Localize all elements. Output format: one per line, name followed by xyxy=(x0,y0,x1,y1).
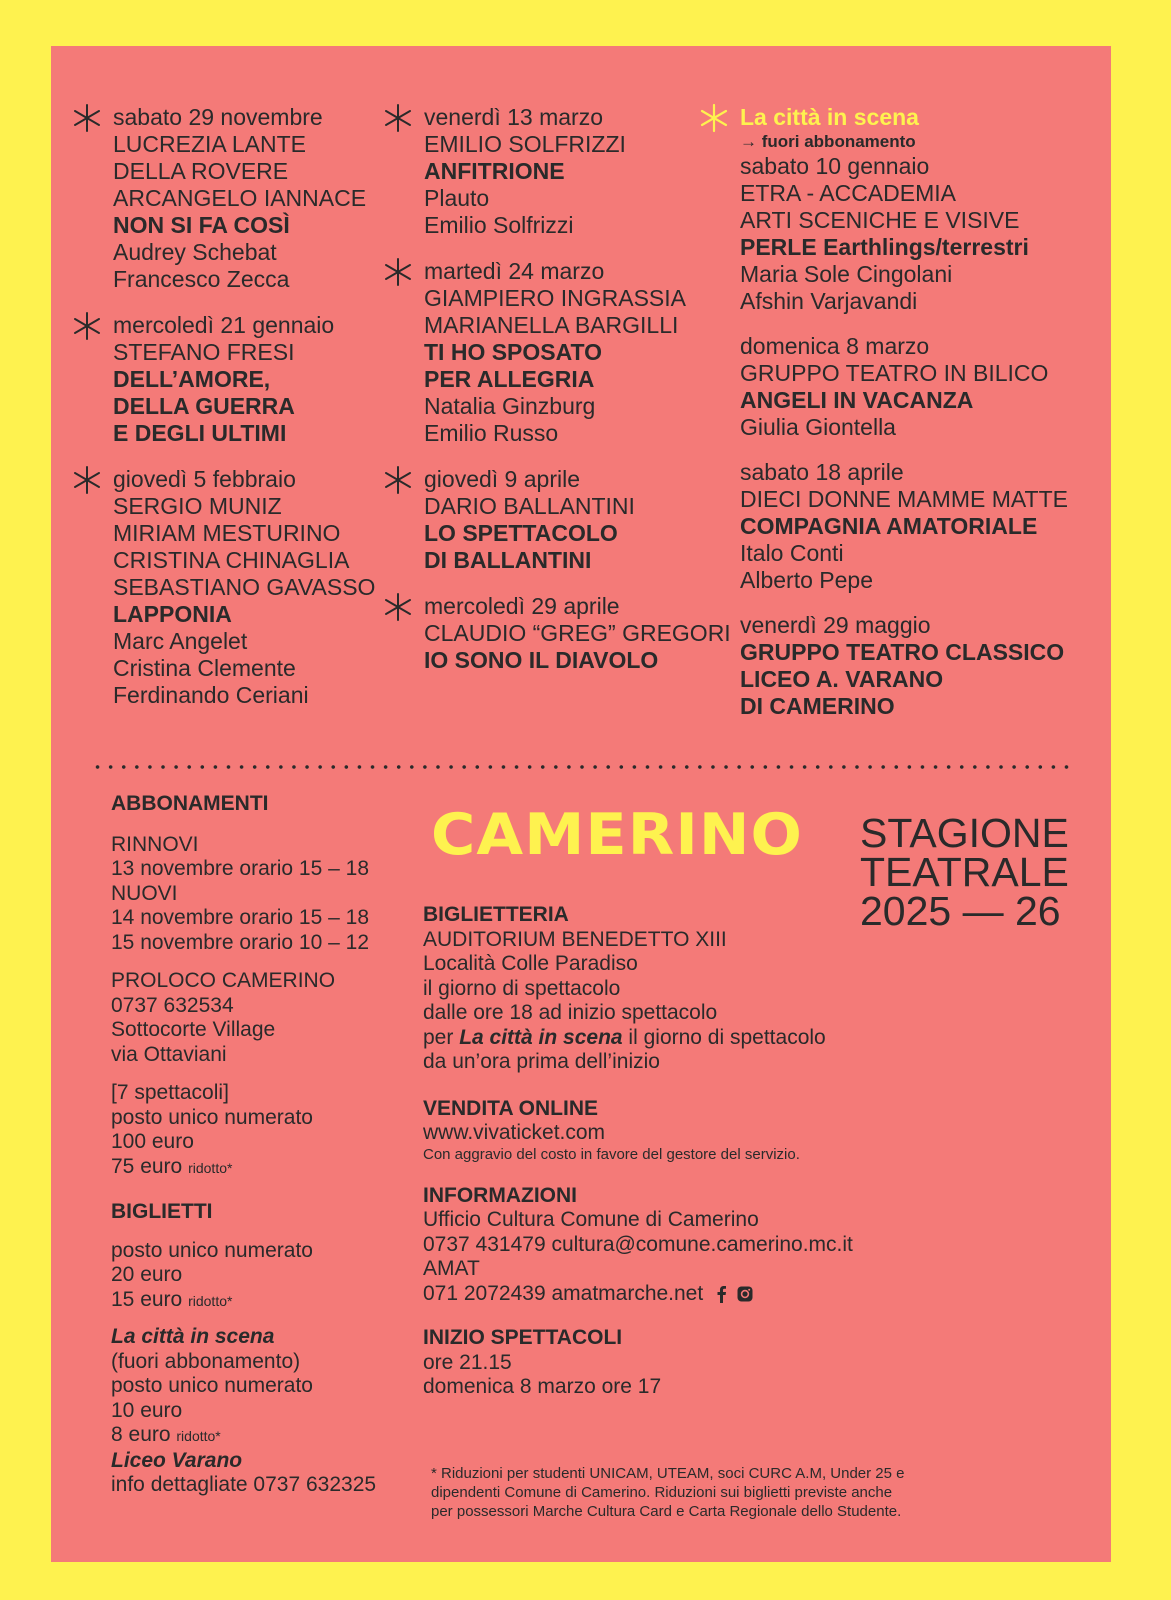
inizio-spettacoli-heading: INIZIO SPETTACOLI xyxy=(423,1326,623,1350)
event-line: Giulia Giontella xyxy=(740,414,896,440)
event-date: sabato 10 gennaio xyxy=(740,153,930,179)
citta-seat: posto unico numerato xyxy=(111,1374,313,1397)
social-icons xyxy=(715,1282,753,1307)
biglietteria-line-6: da un’ora prima dell’inizio xyxy=(423,1050,660,1073)
event-line: ANFITRIONE xyxy=(424,158,565,184)
event-entry xyxy=(113,312,375,447)
inizio-line-1: ore 21.15 xyxy=(423,1350,512,1374)
event-line: LO SPETTACOLO xyxy=(424,520,618,546)
event-line: PERLE Earthlings/terrestri xyxy=(740,234,1029,260)
asterisk-star-icon xyxy=(71,102,103,134)
event-line: Ferdinando Ceriani xyxy=(113,682,309,708)
event-line: IO SONO IL DIAVOLO xyxy=(424,647,659,673)
proloco-label: PROLOCO CAMERINO xyxy=(111,969,336,992)
event-line: NON SI FA COSÌ xyxy=(113,212,290,238)
event-date: venerdì 13 marzo xyxy=(424,104,603,130)
event-line: EMILIO SOLFRIZZI xyxy=(424,131,626,157)
footnotes xyxy=(431,1464,1051,1521)
event-line: GRUPPO TEATRO CLASSICO xyxy=(740,639,1065,665)
event-line: Alberto Pepe xyxy=(740,567,873,593)
vivaticket-link[interactable]: www.vivaticket.com xyxy=(423,1121,606,1144)
fuori-abbonamento-label: → fuori abbonamento xyxy=(740,132,916,151)
event-entry xyxy=(740,612,1068,720)
citta-in-scena-title: La città in scena xyxy=(740,104,919,130)
proloco-phone: 0737 632534 xyxy=(111,993,234,1017)
asterisk-star-icon xyxy=(698,102,730,134)
citta-in-scena-label: La città in scena xyxy=(111,1325,275,1348)
informazioni-line-4 xyxy=(423,1282,853,1307)
proloco-place-1: Sottocorte Village xyxy=(111,1018,276,1041)
event-entry xyxy=(424,593,731,674)
spettacoli-count: [7 spettacoli] xyxy=(111,1081,229,1104)
inizio-line-2: domenica 8 marzo ore 17 xyxy=(423,1375,662,1399)
season-line-1: STAGIONE xyxy=(860,810,1069,856)
event-line: ETRA - ACCADEMIA xyxy=(740,180,956,206)
event-line: SEBASTIANO GAVASSO xyxy=(113,574,376,600)
camerino-logo: CAMERINO xyxy=(431,802,803,868)
event-line: LUCREZIA LANTE xyxy=(113,131,306,157)
event-line: Cristina Clemente xyxy=(113,655,296,681)
dotted-divider xyxy=(91,764,1076,770)
reduced-label: ridotto* xyxy=(176,1428,221,1444)
event-line: PER ALLEGRIA xyxy=(424,366,595,392)
event-date: mercoledì 21 gennaio xyxy=(113,312,335,338)
asterisk-star-icon xyxy=(382,256,414,288)
event-date: martedì 24 marzo xyxy=(424,258,605,284)
season-line-3: 2025 — 26 xyxy=(860,888,1061,934)
biglietteria-line-1: AUDITORIUM BENEDETTO XIII xyxy=(423,927,727,951)
biglietteria-line-3: il giorno di spettacolo xyxy=(423,976,621,1000)
abbonamento-seat: posto unico numerato xyxy=(111,1105,313,1129)
event-line: MARIANELLA BARGILLI xyxy=(424,312,679,338)
event-entry xyxy=(740,333,1068,441)
event-entry xyxy=(424,104,731,239)
event-date: sabato 18 aprile xyxy=(740,459,904,485)
event-line: STEFANO FRESI xyxy=(113,339,295,365)
footnote-line-2: dipendenti Comune di Camerino. Riduzioni sui biglietti previste anche xyxy=(431,1484,893,1501)
event-line: LICEO A. VARANO xyxy=(740,666,944,692)
asterisk-star-icon xyxy=(71,464,103,496)
event-line: DIECI DONNE MAMME MATTE xyxy=(740,486,1068,512)
biglietteria-line-5: per La città in scena il giorno di spettacolo xyxy=(423,1025,826,1049)
event-entry xyxy=(424,258,731,447)
informazioni-line-3: AMAT xyxy=(423,1257,480,1280)
event-line: LAPPONIA xyxy=(113,601,232,627)
event-line: COMPAGNIA AMATORIALE xyxy=(740,513,1038,539)
event-line: Natalia Ginzburg xyxy=(424,393,596,419)
event-entry xyxy=(424,466,731,574)
instagram-icon[interactable] xyxy=(737,1286,753,1302)
event-line: GRUPPO TEATRO IN BILICO xyxy=(740,360,1049,386)
program-column-1 xyxy=(113,104,375,709)
nuovi-date-1: 14 novembre orario 15 – 18 xyxy=(111,906,369,929)
event-date: mercoledì 29 aprile xyxy=(424,593,620,619)
abbonamenti-heading: ABBONAMENTI xyxy=(111,792,269,815)
citta-reduced-price: 8 euro xyxy=(111,1423,171,1446)
biglietti-reduced-price: 15 euro xyxy=(111,1287,183,1311)
biglietteria-heading: BIGLIETTERIA xyxy=(423,903,569,926)
liceo-varano-label: Liceo Varano xyxy=(111,1448,243,1472)
abbonamento-reduced-price: 75 euro xyxy=(111,1154,183,1178)
biglietti-heading: BIGLIETTI xyxy=(111,1200,213,1223)
season-line-2: TEATRALE xyxy=(860,849,1069,895)
event-line: Emilio Russo xyxy=(424,420,559,446)
poster-panel xyxy=(51,46,1111,1562)
asterisk-star-icon xyxy=(382,102,414,134)
event-line: Marc Angelet xyxy=(113,628,248,654)
biglietteria-line-4: dalle ore 18 ad inizio spettacolo xyxy=(423,1001,718,1024)
asterisk-star-icon xyxy=(71,310,103,342)
facebook-icon[interactable] xyxy=(715,1285,727,1303)
vendita-online-heading: VENDITA ONLINE xyxy=(423,1096,599,1120)
event-line: ARCANGELO IANNACE xyxy=(113,185,367,211)
event-line: Plauto xyxy=(424,185,490,211)
event-entry xyxy=(113,104,375,293)
asterisk-star-icon xyxy=(382,591,414,623)
event-date: venerdì 29 maggio xyxy=(740,612,931,638)
event-line: SERGIO MUNIZ xyxy=(113,493,282,519)
rinnovi-date: 13 novembre orario 15 – 18 xyxy=(111,857,369,880)
fuori-abbonamento: (fuori abbonamento) xyxy=(111,1349,301,1373)
event-date: giovedì 5 febbraio xyxy=(113,466,296,492)
program-column-2 xyxy=(424,104,731,674)
event-line: DELLA ROVERE xyxy=(113,158,289,184)
event-line: Francesco Zecca xyxy=(113,266,290,292)
event-entry xyxy=(740,459,1068,594)
biglietteria-section xyxy=(423,903,853,1400)
citta-in-scena-header xyxy=(740,104,1068,153)
event-entry xyxy=(113,466,375,709)
event-line: CRISTINA CHINAGLIA xyxy=(113,547,350,573)
reduced-label: ridotto* xyxy=(188,1292,233,1309)
event-date: domenica 8 marzo xyxy=(740,333,930,359)
proloco-place-2: via Ottaviani xyxy=(111,1042,227,1066)
citta-reduced xyxy=(111,1423,376,1449)
season-title xyxy=(860,810,1069,934)
biglietti-reduced xyxy=(111,1288,376,1314)
event-entry xyxy=(740,153,1068,315)
event-line: TI HO SPOSATO xyxy=(424,339,603,365)
reduced-label: ridotto* xyxy=(188,1159,233,1176)
nuovi-date-2: 15 novembre orario 10 – 12 xyxy=(111,930,369,954)
event-line: GIAMPIERO INGRASSIA xyxy=(424,285,686,311)
informazioni-line-1: Ufficio Cultura Comune di Camerino xyxy=(423,1208,759,1231)
event-line: DELL’AMORE, xyxy=(113,366,271,392)
event-line: MIRIAM MESTURINO xyxy=(113,520,341,546)
biglietteria-line-2: Località Colle Paradiso xyxy=(423,952,638,975)
informazioni-line-2: 0737 431479 cultura@comune.camerino.mc.it xyxy=(423,1232,853,1256)
rinnovi-label: RINNOVI xyxy=(111,832,199,856)
footnote-line-1: * Riduzioni per studenti UNICAM, UTEAM, soci CURC A.M, Under 25 e xyxy=(431,1465,905,1482)
event-line: Maria Sole Cingolani xyxy=(740,261,953,287)
info-phone: info dettagliate 0737 632325 xyxy=(111,1473,377,1496)
biglietti-seat: posto unico numerato xyxy=(111,1238,313,1262)
footnote-line-3: per possessori Marche Cultura Card e Carta Regionale dello Studente. xyxy=(431,1503,902,1520)
event-line: ARTI SCENICHE E VISIVE xyxy=(740,207,1020,233)
event-date: giovedì 9 aprile xyxy=(424,466,580,492)
amat-contact: 071 2072439 amatmarche.net xyxy=(423,1281,704,1305)
event-line: DARIO BALLANTINI xyxy=(424,493,635,519)
citta-price: 10 euro xyxy=(111,1398,183,1422)
event-line: Italo Conti xyxy=(740,540,844,566)
event-line: CLAUDIO “GREG” GREGORI xyxy=(424,620,731,646)
event-line: DI BALLANTINI xyxy=(424,547,592,573)
event-line: Afshin Varjavandi xyxy=(740,288,918,314)
abbonamento-price: 100 euro xyxy=(111,1130,194,1153)
biglietti-price: 20 euro xyxy=(111,1263,183,1286)
program-column-3 xyxy=(740,104,1068,720)
event-line: Emilio Solfrizzi xyxy=(424,212,574,238)
event-line: Audrey Schebat xyxy=(113,239,277,265)
event-line: ANGELI IN VACANZA xyxy=(740,387,974,413)
event-line: DI CAMERINO xyxy=(740,693,895,719)
event-date: sabato 29 novembre xyxy=(113,104,323,130)
informazioni-heading: INFORMAZIONI xyxy=(423,1183,577,1207)
abbonamenti-section xyxy=(111,792,376,1498)
asterisk-star-icon xyxy=(382,464,414,496)
vendita-note: Con aggravio del costo in favore del gestore del servizio. xyxy=(423,1145,800,1163)
event-line: DELLA GUERRA xyxy=(113,393,295,419)
nuovi-label: NUOVI xyxy=(111,881,178,905)
event-line: E DEGLI ULTIMI xyxy=(113,420,287,446)
abbonamento-reduced xyxy=(111,1155,376,1181)
